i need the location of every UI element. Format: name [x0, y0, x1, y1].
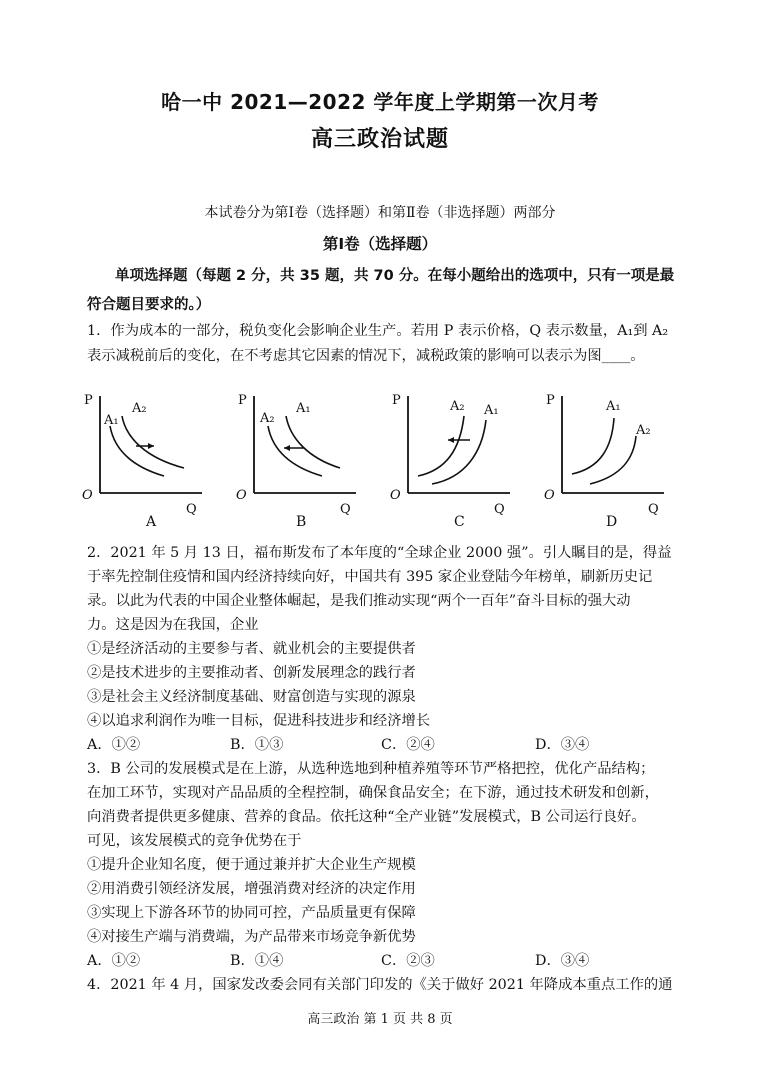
graph-d-y-label: P [546, 393, 555, 408]
graph-d-curve-a1 [572, 418, 614, 474]
part1-heading: 第Ⅰ卷（选择题） [322, 235, 438, 253]
q4-line1: 4．2021 年 4 月，国家发改委会同有关部门印发的《关于做好 2021 年降成本重点工作的通 [87, 977, 673, 993]
graph-d-curve-a2 [590, 436, 636, 484]
graph-a-y-label: P [84, 393, 93, 408]
q3-item4: ④对接生产端与消费端，为产品带来市场竞争新优势 [87, 929, 416, 945]
q2-option-c: C．②④ [381, 737, 435, 753]
graph-b-origin: O [236, 488, 247, 503]
instructions-line2: 符合题目要求的。） [87, 297, 211, 313]
graph-c-curve2-label: A₁ [484, 403, 499, 418]
q2-line4: 力。这是因为在我国，企业 [87, 617, 259, 633]
q1-line1: 1．作为成本的一部分，税负变化会影响企业生产。若用 P 表示价格，Q 表示数量，A₁到 A₂ [87, 323, 669, 339]
graph-b-curve2-label: A₁ [296, 401, 311, 416]
q1-line2: 表示减税前后的变化，在不考虑其它因素的情况下，减税政策的影响可以表示为图____。 [87, 348, 645, 364]
page-footer: 高三政治 第 1 页 共 8 页 [307, 1012, 453, 1027]
instructions-line1: 单项选择题（每题 2 分，共 35 题，共 70 分。在每小题给出的选项中，只有一项是最 [115, 268, 675, 284]
graph-b-x-label: Q [340, 502, 351, 517]
q3-option-a: A．①② [87, 953, 141, 969]
graph-c-y-label: P [392, 393, 401, 408]
graph-c-curve-a1 [432, 420, 486, 484]
q2-line3: 录。以此为代表的中国企业整体崛起，是我们推动实现“两个一百年”奋斗目标的强大动 [87, 593, 631, 609]
q3-line1: 3．B 公司的发展模式是在上游，从选种选地到种植养殖等环节严格把控，优化产品结构； [87, 761, 655, 777]
graph-d-curve1-label: A₁ [606, 399, 621, 414]
intro-text: 本试卷分为第Ⅰ卷（选择题）和第Ⅱ卷（非选择题）两部分 [204, 205, 556, 221]
graph-d-x-label: Q [648, 502, 659, 517]
q3-option-b: B．①④ [230, 953, 284, 969]
graph-c-label: C [454, 514, 465, 528]
q1-graph-a [80, 388, 210, 528]
graph-a-label: A [146, 514, 157, 528]
graph-a-origin: O [82, 488, 93, 503]
graph-d-label: D [606, 514, 618, 528]
graph-c-curve-a2 [418, 416, 464, 476]
q3-line2: 在加工环节，实现对产品品质的全程控制，确保食品安全；在下游，通过技术研发和创新， [87, 785, 659, 801]
q3-item2: ②用消费引领经济发展，增强消费对经济的决定作用 [87, 881, 416, 897]
graph-b-curve1-label: A₂ [260, 411, 275, 426]
q1-graph-d [542, 388, 672, 528]
q2-option-d: D．③④ [535, 737, 590, 753]
q1-graph-c [388, 388, 518, 528]
graph-c-x-label: Q [494, 502, 505, 517]
q2-item2: ②是技术进步的主要推动者、创新发展理念的践行者 [87, 665, 416, 681]
exam-subtitle: 高三政治试题 [310, 127, 449, 152]
q3-option-c: C．②③ [381, 953, 435, 969]
q2-line1: 2．2021 年 5 月 13 日，福布斯发布了本年度的“全球企业 2000 强”。引人瞩目的是，得益 [87, 545, 672, 561]
graph-a-curve-a1 [110, 426, 164, 476]
q2-option-a: A．①② [87, 737, 141, 753]
graph-b-curve-a1 [286, 416, 340, 468]
q3-line4: 可见，该发展模式的竞争优势在于 [87, 833, 302, 849]
q2-item4: ④以追求利润作为唯一目标，促进科技进步和经济增长 [87, 713, 431, 729]
graph-a-curve2-label: A₂ [132, 401, 147, 416]
graph-b-curve-a2 [268, 426, 322, 476]
q2-item1: ①是经济活动的主要参与者、就业机会的主要提供者 [87, 641, 416, 657]
graph-a-curve1-label: A₁ [104, 413, 119, 428]
graph-d-origin: O [544, 488, 555, 503]
q3-item1: ①提升企业知名度，便于通过兼并扩大企业生产规模 [87, 857, 416, 873]
q3-item3: ③实现上下游各环节的协同可控，产品质量更有保障 [87, 905, 416, 921]
graph-b-label: B [296, 514, 307, 528]
graph-c-curve1-label: A₂ [450, 399, 465, 414]
q3-line3: 向消费者提供更多健康、营养的食品。依托这种“全产业链”发展模式，B 公司运行良好。 [87, 809, 646, 825]
q2-item3: ③是社会主义经济制度基础、财富创造与实现的源泉 [87, 689, 416, 705]
exam-title: 哈一中 2021—2022 学年度上学期第一次月考 [161, 90, 599, 114]
graph-a-x-label: Q [186, 502, 197, 517]
graph-b-y-label: P [238, 393, 247, 408]
graph-c-origin: O [390, 488, 401, 503]
q2-option-b: B．①③ [230, 737, 284, 753]
q2-line2: 于率先控制住疫情和国内经济持续向好，中国共有 395 家企业登陆今年榜单，刷新历史记 [87, 569, 653, 585]
q1-graph-b [234, 388, 364, 528]
graph-d-curve2-label: A₂ [636, 423, 651, 438]
q3-option-d: D．③④ [535, 953, 590, 969]
